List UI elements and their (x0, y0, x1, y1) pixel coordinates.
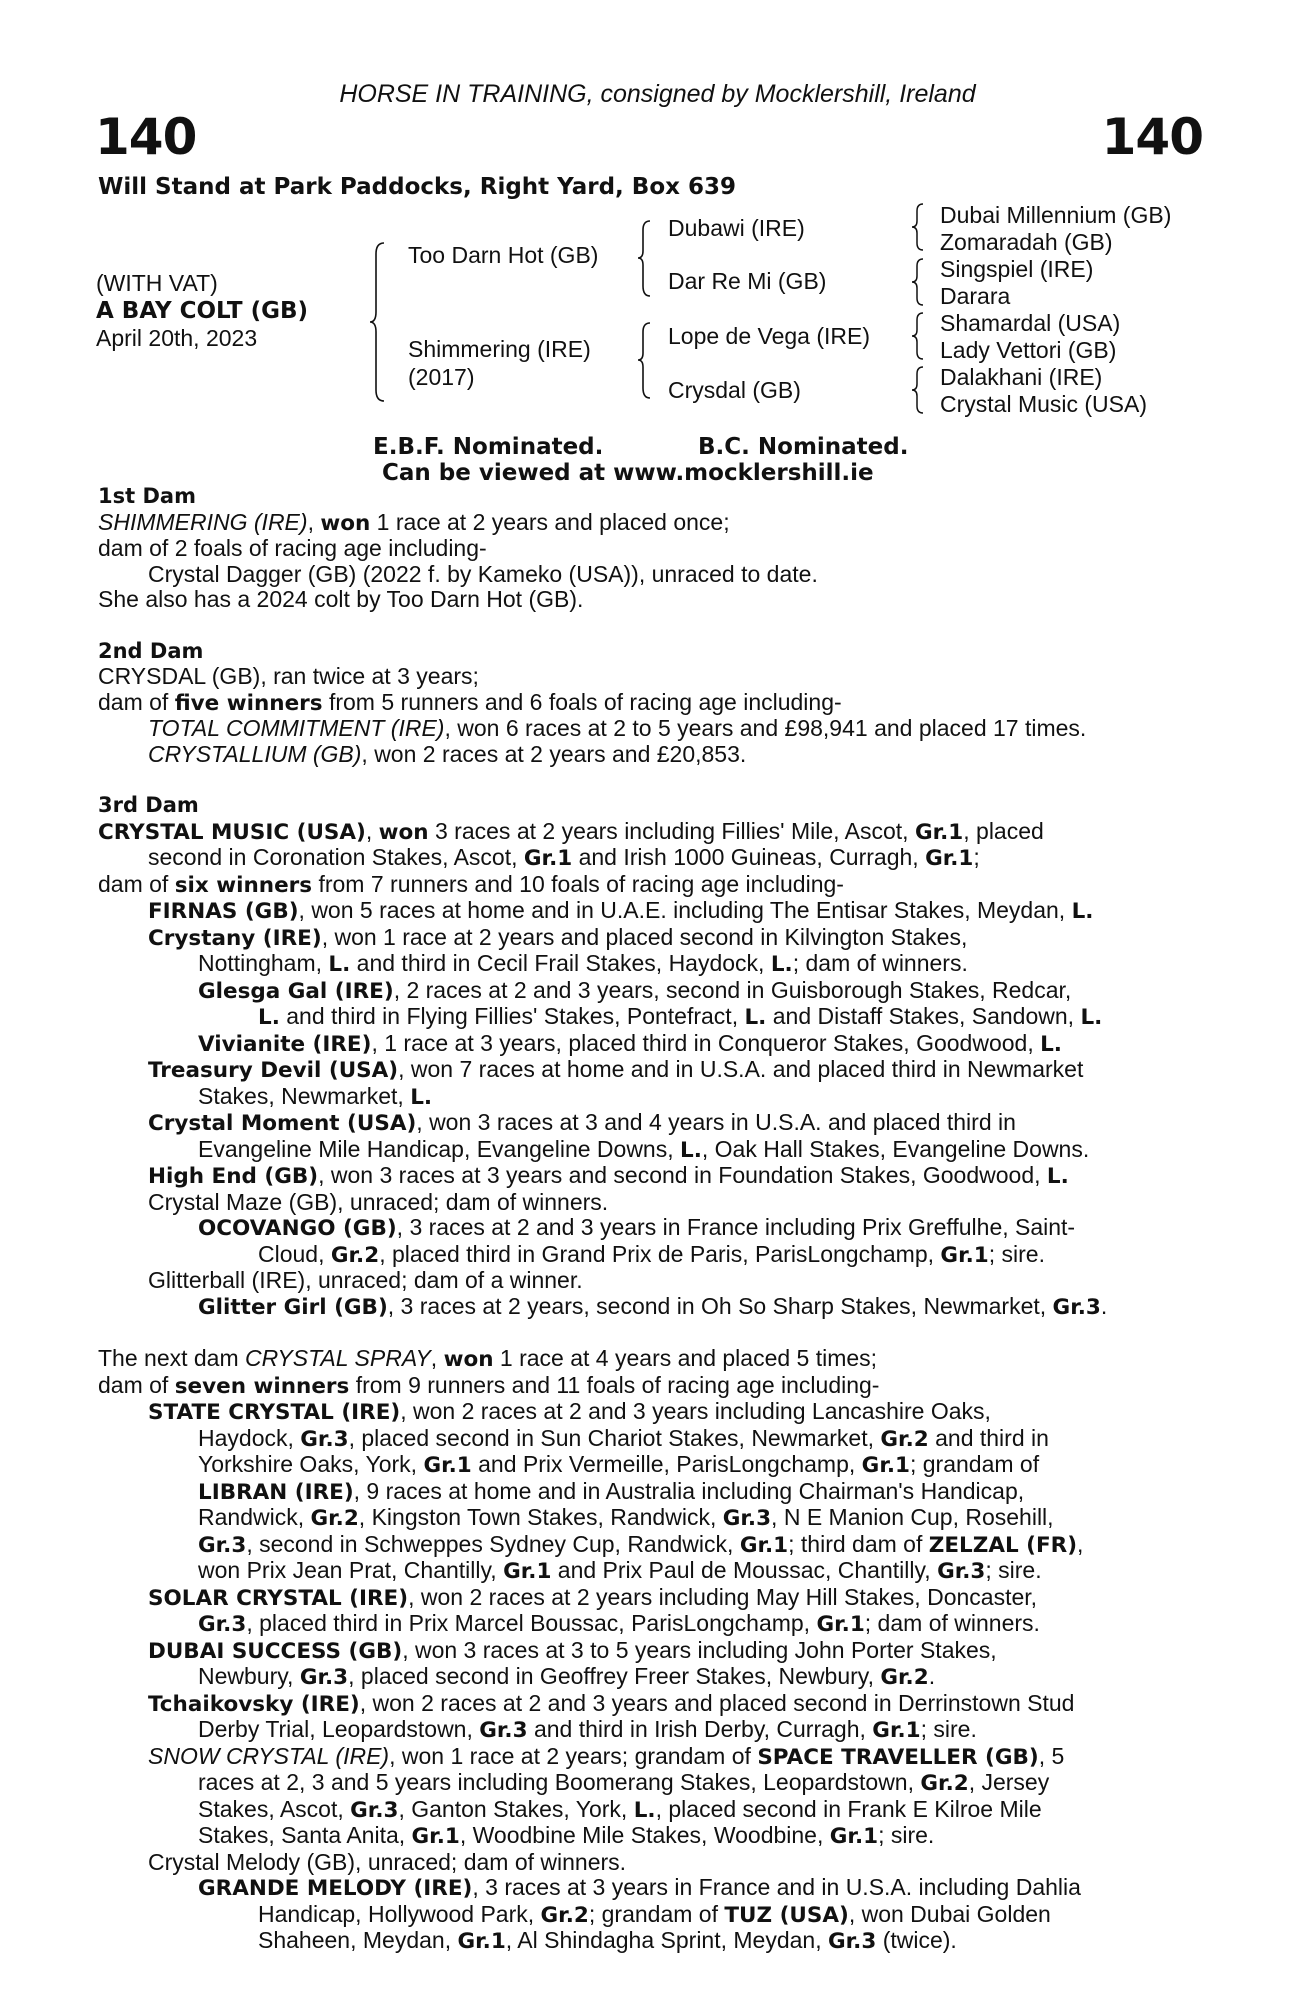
lot-number-right: 140 (1101, 108, 1203, 166)
stand-location: Will Stand at Park Paddocks, Right Yard, Box 639 (98, 174, 736, 200)
produce-dubai-success: DUBAI SUCCESS (GB), won 3 races at 3 to 5 years including John Porter Stakes, (148, 1636, 997, 1664)
first-dam-foals: dam of 2 foals of racing age including- (98, 535, 487, 561)
sire-dam: Dar Re Mi (GB) (668, 268, 827, 294)
dam-name: Shimmering (IRE) (408, 336, 591, 362)
produce-firnas: FIRNAS (GB), won 5 races at home and in U.A.E. including The Entisar Stakes, Meydan, L. (148, 897, 1094, 924)
next-dam-line: The next dam CRYSTAL SPRAY, won 1 race at 4 years and placed 5 times; (98, 1345, 878, 1372)
viewing-note: Can be viewed at www.mocklershill.ie (382, 460, 874, 486)
ggdam-1: Zomaradah (GB) (940, 229, 1113, 255)
dam-sire: Lope de Vega (IRE) (668, 323, 871, 349)
produce-crystal-moment-2: Evangeline Mile Handicap, Evangeline Downs, L., Oak Hall Stakes, Evangeline Downs. (198, 1135, 1090, 1163)
produce-ocovango-2: Cloud, Gr.2, placed third in Grand Prix de Paris, ParisLongchamp, Gr.1; sire. (258, 1240, 1045, 1268)
produce-glitterball: Glitterball (IRE), unraced; dam of a winner. (148, 1267, 583, 1293)
catalogue-body (98, 484, 1208, 1955)
produce-high-end: High End (GB), won 3 races at 3 years and second in Foundation Stakes, Goodwood, L. (148, 1162, 1069, 1189)
produce-space-traveller-3: Stakes, Santa Anita, Gr.1, Woodbine Mile Stakes, Woodbine, Gr.1; sire. (198, 1822, 935, 1849)
produce-treasury-devil-2: Stakes, Newmarket, L. (198, 1082, 433, 1110)
subject-dob: April 20th, 2023 (96, 325, 258, 351)
subject-brace (368, 240, 392, 405)
ggsire-3: Shamardal (USA) (940, 310, 1121, 336)
second-dam-produce-2: CRYSTALLIUM (GB), won 2 races at 2 years and £20,853. (148, 740, 747, 767)
third-dam-line: CRYSTAL MUSIC (USA), won 3 races at 2 years including Fillies' Mile, Ascot, Gr.1, placed (98, 817, 1044, 845)
second-dam-heading: 2nd Dam (98, 638, 204, 663)
third-dam-heading: 3rd Dam (98, 793, 199, 817)
vat-note: (WITH VAT) (96, 270, 218, 296)
produce-snow-crystal: SNOW CRYSTAL (IRE), won 1 race at 2 years; grandam of SPACE TRAVELLER (GB), 5 (148, 1742, 1065, 1770)
dam-dam: Crysdal (GB) (668, 377, 801, 403)
g-brace-1 (910, 201, 928, 253)
produce-crystal-maze: Crystal Maze (GB), unraced; dam of winners. (148, 1188, 609, 1215)
bc-nomination: B.C. Nominated. (698, 434, 909, 460)
g-brace-2 (910, 256, 928, 308)
produce-crystal-moment: Crystal Moment (USA), won 3 races at 3 and 4 years in U.S.A. and placed third in (148, 1109, 1016, 1136)
produce-solar-crystal-2: Gr.3, placed third in Prix Marcel Boussac, ParisLongchamp, Gr.1; dam of winners. (198, 1610, 1040, 1637)
ggsire-4: Dalakhani (IRE) (940, 364, 1103, 390)
produce-tuz: Shaheen, Meydan, Gr.1, Al Shindagha Sprint, Meydan, Gr.3 (twice). (258, 1927, 957, 1954)
next-dam-winners: dam of seven winners from 9 runners and 11 foals of racing age including- (98, 1371, 880, 1399)
second-dam-produce-1: TOTAL COMMITMENT (IRE), won 6 races at 2 to 5 years and £98,941 and placed 17 times. (148, 715, 1087, 741)
produce-glitter-girl: Glitter Girl (GB), 3 races at 2 years, second in Oh So Sharp Stakes, Newmarket, Gr.3. (198, 1292, 1108, 1320)
produce-crystany-2: Nottingham, L. and third in Cecil Frail Stakes, Haydock, L.; dam of winners. (198, 950, 968, 977)
first-dam-produce: Crystal Dagger (GB) (2022 f. by Kameko (USA)), unraced to date. (148, 560, 818, 587)
produce-grande-melody: GRANDE MELODY (IRE), 3 races at 3 years in France and in U.S.A. including Dahlia (198, 1874, 1081, 1901)
produce-grande-melody-2: Handicap, Hollywood Park, Gr.2; grandam of TUZ (USA), won Dubai Golden (258, 1900, 1051, 1928)
second-dam-line: CRYSDAL (GB), ran twice at 3 years; (98, 663, 479, 689)
second-dam-winners: dam of five winners from 5 runners and 6 foals of racing age including- (98, 688, 842, 716)
produce-tchaikovsky-2: Derby Trial, Leopardstown, Gr.3 and third in Irish Derby, Curragh, Gr.1; sire. (198, 1716, 977, 1743)
produce-libran-3: Gr.3, second in Schweppes Sydney Cup, Randwick, Gr.1; third dam of ZELZAL (FR), (198, 1530, 1084, 1558)
sire-name: Too Darn Hot (GB) (408, 242, 599, 268)
first-dam-line: SHIMMERING (IRE), won 1 race at 2 years and placed once; (98, 508, 730, 536)
dam-brace (636, 320, 656, 402)
dam-year: (2017) (408, 364, 475, 390)
ggsire-2: Singspiel (IRE) (940, 256, 1094, 282)
produce-crystany: Crystany (IRE), won 1 race at 2 years and placed second in Kilvington Stakes, (148, 923, 968, 951)
ggdam-4: Crystal Music (USA) (940, 391, 1148, 417)
third-dam-winners: dam of six winners from 7 runners and 10 foals of racing age including- (98, 870, 844, 898)
produce-libran-2: Randwick, Gr.2, Kingston Town Stakes, Randwick, Gr.3, N E Manion Cup, Rosehill, (198, 1504, 1054, 1531)
produce-treasury-devil: Treasury Devil (USA), won 7 races at home and in U.S.A. and placed third in Newmarket (148, 1056, 1084, 1083)
g-brace-3 (910, 310, 928, 362)
produce-space-traveller-2: Stakes, Ascot, Gr.3, Ganton Stakes, York, L., placed second in Frank E Kilroe Mile (198, 1795, 1042, 1823)
produce-zelzal: won Prix Jean Prat, Chantilly, Gr.1 and Prix Paul de Moussac, Chantilly, Gr.3; sire. (198, 1557, 1042, 1584)
produce-ocovango: OCOVANGO (GB), 3 races at 2 and 3 years in France including Prix Greffulhe, Saint- (198, 1214, 1076, 1241)
produce-vivianite: Vivianite (IRE), 1 race at 3 years, placed third in Conqueror Stakes, Goodwood, L. (198, 1029, 1062, 1057)
produce-tchaikovsky: Tchaikovsky (IRE), won 2 races at 2 and 3 years and placed second in Derrinstown Stud (148, 1689, 1075, 1717)
produce-state-crystal-2: Haydock, Gr.3, placed second in Sun Chariot Stakes, Newmarket, Gr.2 and third in (198, 1424, 1049, 1452)
ggdam-2: Darara (940, 283, 1011, 309)
lot-number-left: 140 (95, 108, 197, 166)
produce-glesga: Glesga Gal (IRE), 2 races at 2 and 3 years, second in Guisborough Stakes, Redcar, (198, 976, 1072, 1004)
subject-name: A BAY COLT (GB) (96, 298, 309, 324)
ggsire-1: Dubai Millennium (GB) (940, 202, 1172, 228)
produce-dubai-success-2: Newbury, Gr.3, placed second in Geoffrey Freer Stakes, Newbury, Gr.2. (198, 1663, 936, 1690)
first-dam-heading: 1st Dam (98, 484, 196, 508)
produce-libran: LIBRAN (IRE), 9 races at home and in Australia including Chairman's Handicap, (198, 1477, 1025, 1505)
produce-state-crystal: STATE CRYSTAL (IRE), won 2 races at 2 and 3 years including Lancashire Oaks, (148, 1398, 991, 1425)
g-brace-4 (910, 364, 928, 416)
catalogue-header: HORSE IN TRAINING, consigned by Mocklershill, Ireland (339, 80, 976, 108)
produce-glesga-2: L. and third in Flying Fillies' Stakes, Pontefract, L. and Distaff Stakes, Sandown, L. (258, 1003, 1103, 1030)
produce-solar-crystal: SOLAR CRYSTAL (IRE), won 2 races at 2 years including May Hill Stakes, Doncaster, (148, 1583, 1038, 1611)
produce-state-crystal-3: Yorkshire Oaks, York, Gr.1 and Prix Vermeille, ParisLongchamp, Gr.1; grandam of (198, 1451, 1040, 1478)
sire-brace (636, 218, 656, 300)
ggdam-3: Lady Vettori (GB) (940, 337, 1117, 363)
first-dam-note: She also has a 2024 colt by Too Darn Hot (GB). (98, 586, 584, 612)
ebf-nomination: E.B.F. Nominated. (373, 434, 604, 460)
produce-crystal-melody: Crystal Melody (GB), unraced; dam of winners. (148, 1848, 627, 1875)
sire-sire: Dubawi (IRE) (668, 215, 805, 241)
produce-space-traveller: races at 2, 3 and 5 years including Boomerang Stakes, Leopardstown, Gr.2, Jersey (198, 1769, 1050, 1796)
third-dam-line-2: second in Coronation Stakes, Ascot, Gr.1 and Irish 1000 Guineas, Curragh, Gr.1; (148, 844, 980, 871)
